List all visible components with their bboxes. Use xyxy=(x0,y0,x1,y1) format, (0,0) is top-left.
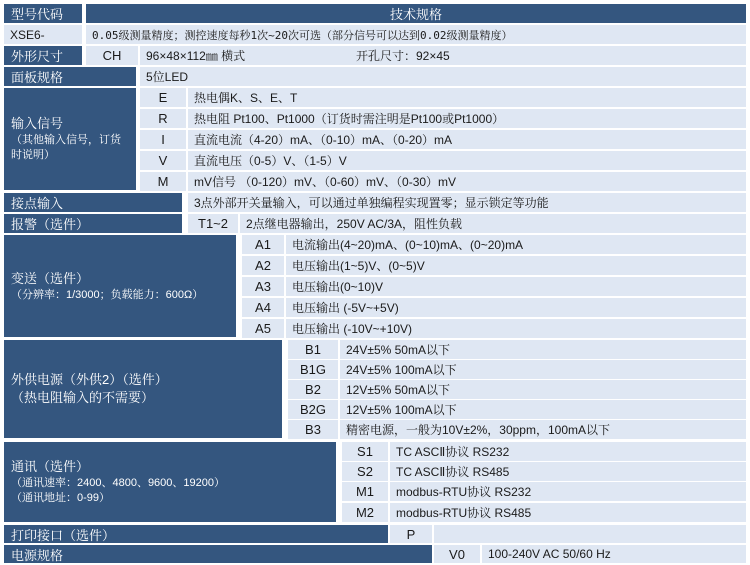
power-out-desc-b3: 精密电源，一般为10V±2%，30ppm，100mA以下 xyxy=(340,420,746,439)
comm-desc-s2: TC ASCⅡ协议 RS485 xyxy=(390,462,746,481)
transmit-code-a2: A2 xyxy=(242,256,284,275)
transmit-code-a5: A5 xyxy=(242,319,284,338)
input-desc-e: 热电偶K、S、E、T xyxy=(188,88,746,107)
transmit-desc-a2: 电压输出(1~5)V、(0~5)V xyxy=(286,256,746,275)
input-code-r: R xyxy=(140,109,186,128)
comm-code-s2: S2 xyxy=(342,462,388,481)
model-code: XSE6- xyxy=(4,25,82,44)
comm-code-s1: S1 xyxy=(342,442,388,461)
print-code: P xyxy=(390,525,432,543)
power-out-desc-b1: 24V±5% 50mA以下 xyxy=(340,340,746,359)
transmit-note: （分辨率：1/3000；负载能力：600Ω） xyxy=(11,288,204,301)
comm-desc-s1: TC ASCⅡ协议 RS232 xyxy=(390,442,746,461)
size-cutout: 开孔尺寸：92×45 xyxy=(356,49,450,63)
input-desc-r: 热电阻 Pt100、Pt1000（订货时需注明是Pt100或Pt1000） xyxy=(188,109,746,128)
input-code-e: E xyxy=(140,88,186,107)
print-desc xyxy=(434,525,746,543)
power-out-desc-b2g: 12V±5% 100mA以下 xyxy=(340,400,746,419)
power-code: V0 xyxy=(434,545,480,563)
power-desc: 100-240V AC 50/60 Hz xyxy=(482,545,746,563)
size-label: 外形尺寸 xyxy=(4,46,82,65)
input-desc-m: mV信号 （0-120）mV、（0-60）mV、（0-30）mV xyxy=(188,172,746,191)
size-dimensions: 96×48×112㎜ 横式 xyxy=(146,49,246,63)
transmit-code-a4: A4 xyxy=(242,298,284,317)
alarm-label: 报警（选件） xyxy=(4,214,182,233)
size-code: CH xyxy=(86,46,138,65)
input-signal-note: （其他输入信号，订货时说明） xyxy=(11,134,121,161)
contact-desc: 3点外部开关量输入，可以通过单独编程实现置零；显示锁定等功能 xyxy=(188,193,746,212)
power-out-code-b1g: B1G xyxy=(288,360,338,379)
power-out-desc-b2: 12V±5% 50mA以下 xyxy=(340,380,746,399)
transmit-section xyxy=(4,235,236,337)
model-spec: 0.05级测量精度；测控速度每秒1次~20次可选（部分信号可以达到0.02级测量精度） xyxy=(86,25,746,44)
comm-note-rate: （通讯速率：2400、4800、9600、19200） xyxy=(11,477,225,489)
power-out-note: （热电阻输入的不需要） xyxy=(11,390,155,405)
header-tech-spec: 技术规格 xyxy=(86,4,746,23)
input-desc-v: 直流电压（0-5）V、（1-5）V xyxy=(188,151,746,170)
comm-code-m1: M1 xyxy=(342,482,388,501)
power-out-code-b1: B1 xyxy=(288,340,338,359)
panel-value: 5位LED xyxy=(140,67,746,86)
comm-code-m2: M2 xyxy=(342,503,388,522)
power-out-code-b3: B3 xyxy=(288,420,338,439)
input-signal-section xyxy=(4,88,136,190)
header-model-code: 型号代码 xyxy=(4,4,82,23)
panel-label: 面板规格 xyxy=(4,67,136,86)
power-out-title: 外供电源（外供2）（选件） xyxy=(11,372,168,387)
power-label: 电源规格 xyxy=(4,545,432,563)
transmit-title: 变送（选件） xyxy=(11,270,90,286)
transmit-desc-a5: 电压输出 (-10V~+10V) xyxy=(286,319,746,338)
alarm-desc: 2点继电器输出，250V AC/3A，阻性负载 xyxy=(240,214,746,233)
comm-desc-m1: modbus-RTU协议 RS232 xyxy=(390,482,746,501)
transmit-desc-a3: 电压输出(0~10)V xyxy=(286,277,746,296)
alarm-code: T1~2 xyxy=(188,214,238,233)
power-out-code-b2: B2 xyxy=(288,380,338,399)
power-out-section xyxy=(4,340,282,438)
transmit-code-a3: A3 xyxy=(242,277,284,296)
contact-label: 接点输入 xyxy=(4,193,182,212)
transmit-desc-a1: 电流输出(4~20)mA、(0~10)mA、(0~20)mA xyxy=(286,235,746,254)
input-code-v: V xyxy=(140,151,186,170)
size-detail xyxy=(140,46,746,65)
comm-section xyxy=(4,442,336,522)
power-out-code-b2g: B2G xyxy=(288,400,338,419)
print-label: 打印接口（选件） xyxy=(4,525,388,543)
comm-desc-m2: modbus-RTU协议 RS485 xyxy=(390,503,746,522)
power-out-desc-b1g: 24V±5% 100mA以下 xyxy=(340,360,746,379)
transmit-desc-a4: 电压输出 (-5V~+5V) xyxy=(286,298,746,317)
input-desc-i: 直流电流（4-20）mA、（0-10）mA、（0-20）mA xyxy=(188,130,746,149)
input-code-i: I xyxy=(140,130,186,149)
input-code-m: M xyxy=(140,172,186,191)
input-signal-title: 输入信号 xyxy=(11,116,64,131)
transmit-code-a1: A1 xyxy=(242,235,284,254)
comm-note-address: （通讯地址：0-99） xyxy=(11,492,111,504)
comm-title: 通讯（选件） xyxy=(11,459,90,474)
